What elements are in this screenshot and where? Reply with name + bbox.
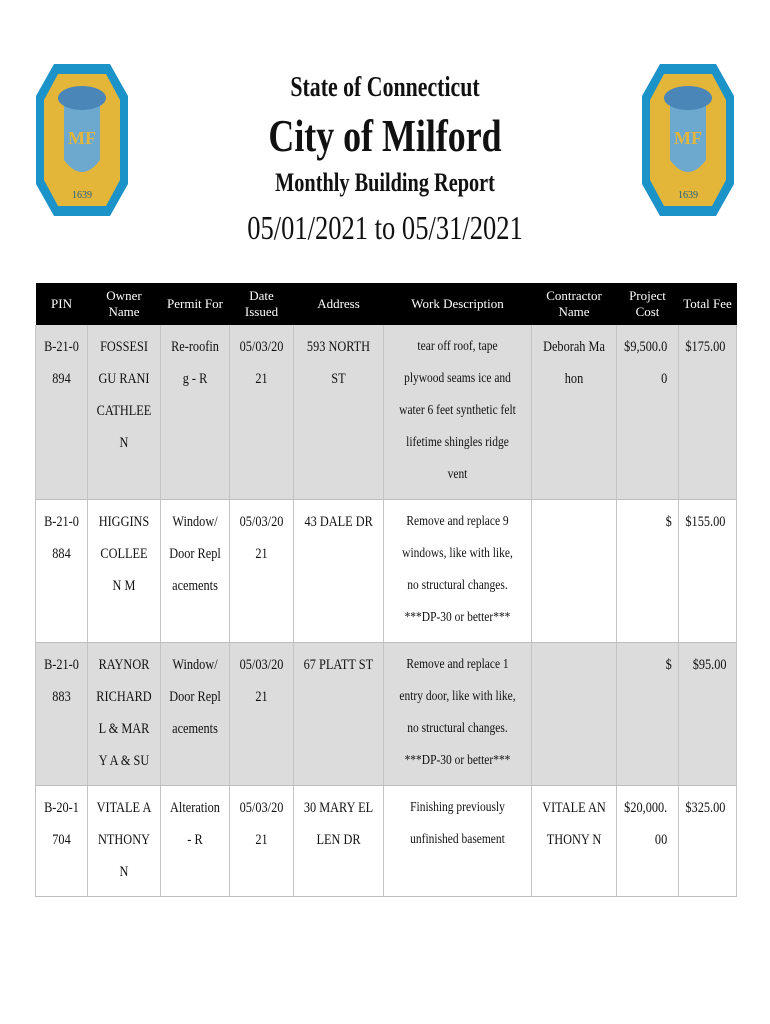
table-row: [36, 643, 737, 786]
city-title: City of Milford: [268, 110, 502, 161]
address-cell: 593 NORTH ST: [294, 325, 384, 500]
date-issued-cell: 05/03/2021: [230, 786, 294, 897]
table-row: [36, 325, 737, 500]
total-fee-cell: $175.00: [679, 325, 737, 500]
building-report-table: [35, 283, 737, 897]
address-cell: 30 MARY ELLEN DR: [294, 786, 384, 897]
column-header-address: Address: [294, 283, 384, 325]
column-header-total-fee: Total Fee: [679, 283, 737, 325]
address-cell: 67 PLATT ST: [294, 643, 384, 786]
report-title: Monthly Building Report: [275, 168, 495, 197]
column-header-project-cost: Project Cost: [617, 283, 679, 325]
owner-cell: VITALE ANTHONY N: [88, 786, 161, 897]
pin-cell: B-21-0894: [36, 325, 88, 500]
owner-cell: RAYNOR RICHARD L & MARY A & SU: [88, 643, 161, 786]
date-range: 05/01/2021 to 05/31/2021: [247, 210, 523, 247]
permit-for-cell: Window/Door Replacements: [161, 500, 230, 643]
date-issued-cell: 05/03/2021: [230, 325, 294, 500]
table-row: [36, 500, 737, 643]
project-cost-cell: $: [617, 500, 679, 643]
project-cost-cell: $20,000.00: [617, 786, 679, 897]
work-description-cell: Remove and replace 9 windows, like with like, no structural changes. ***DP-30 or better***: [384, 500, 532, 643]
project-cost-cell: $: [617, 643, 679, 786]
total-fee-cell: $155.00: [679, 500, 737, 643]
column-header-work-description: Work Description: [384, 283, 532, 325]
column-header-owner: Owner Name: [88, 283, 161, 325]
permit-for-cell: Window/Door Replacements: [161, 643, 230, 786]
state-title: State of Connecticut: [290, 72, 480, 103]
report-header: [0, 66, 770, 252]
contractor-cell: [532, 500, 617, 643]
address-cell: 43 DALE DR: [294, 500, 384, 643]
column-header-permit-for: Permit For: [161, 283, 230, 325]
svg-text:1639: 1639: [72, 190, 92, 201]
table-row: [36, 786, 737, 897]
pin-cell: B-20-1704: [36, 786, 88, 897]
svg-text:1639: 1639: [678, 190, 698, 201]
date-issued-cell: 05/03/2021: [230, 643, 294, 786]
total-fee-cell: $95.00: [679, 643, 737, 786]
contractor-cell: VITALE ANTHONY N: [532, 786, 617, 897]
svg-text:MF: MF: [68, 128, 96, 148]
project-cost-cell: $9,500.00: [617, 325, 679, 500]
work-description-cell: Remove and replace 1 entry door, like with like, no structural changes. ***DP-30 or better***: [384, 643, 532, 786]
table-header-row: [36, 283, 737, 325]
svg-text:MF: MF: [674, 128, 702, 148]
date-issued-cell: 05/03/2021: [230, 500, 294, 643]
total-fee-cell: $325.00: [679, 786, 737, 897]
work-description-cell: Finishing previously unfinished basement: [384, 786, 532, 897]
permit-for-cell: Re-roofing - R: [161, 325, 230, 500]
owner-cell: HIGGINS COLLEEN M: [88, 500, 161, 643]
pin-cell: B-21-0884: [36, 500, 88, 643]
permit-for-cell: Alteration - R: [161, 786, 230, 897]
column-header-contractor: Contractor Name: [532, 283, 617, 325]
column-header-date-issued: Date Issued: [230, 283, 294, 325]
column-header-pin: PIN: [36, 283, 88, 325]
pin-cell: B-21-0883: [36, 643, 88, 786]
work-description-cell: tear off roof, tape plywood seams ice and water 6 feet synthetic felt lifetime shingles ridge vent: [384, 325, 532, 500]
owner-cell: FOSSESIGU RANI CATHLEEN: [88, 325, 161, 500]
contractor-cell: [532, 643, 617, 786]
contractor-cell: Deborah Mahon: [532, 325, 617, 500]
